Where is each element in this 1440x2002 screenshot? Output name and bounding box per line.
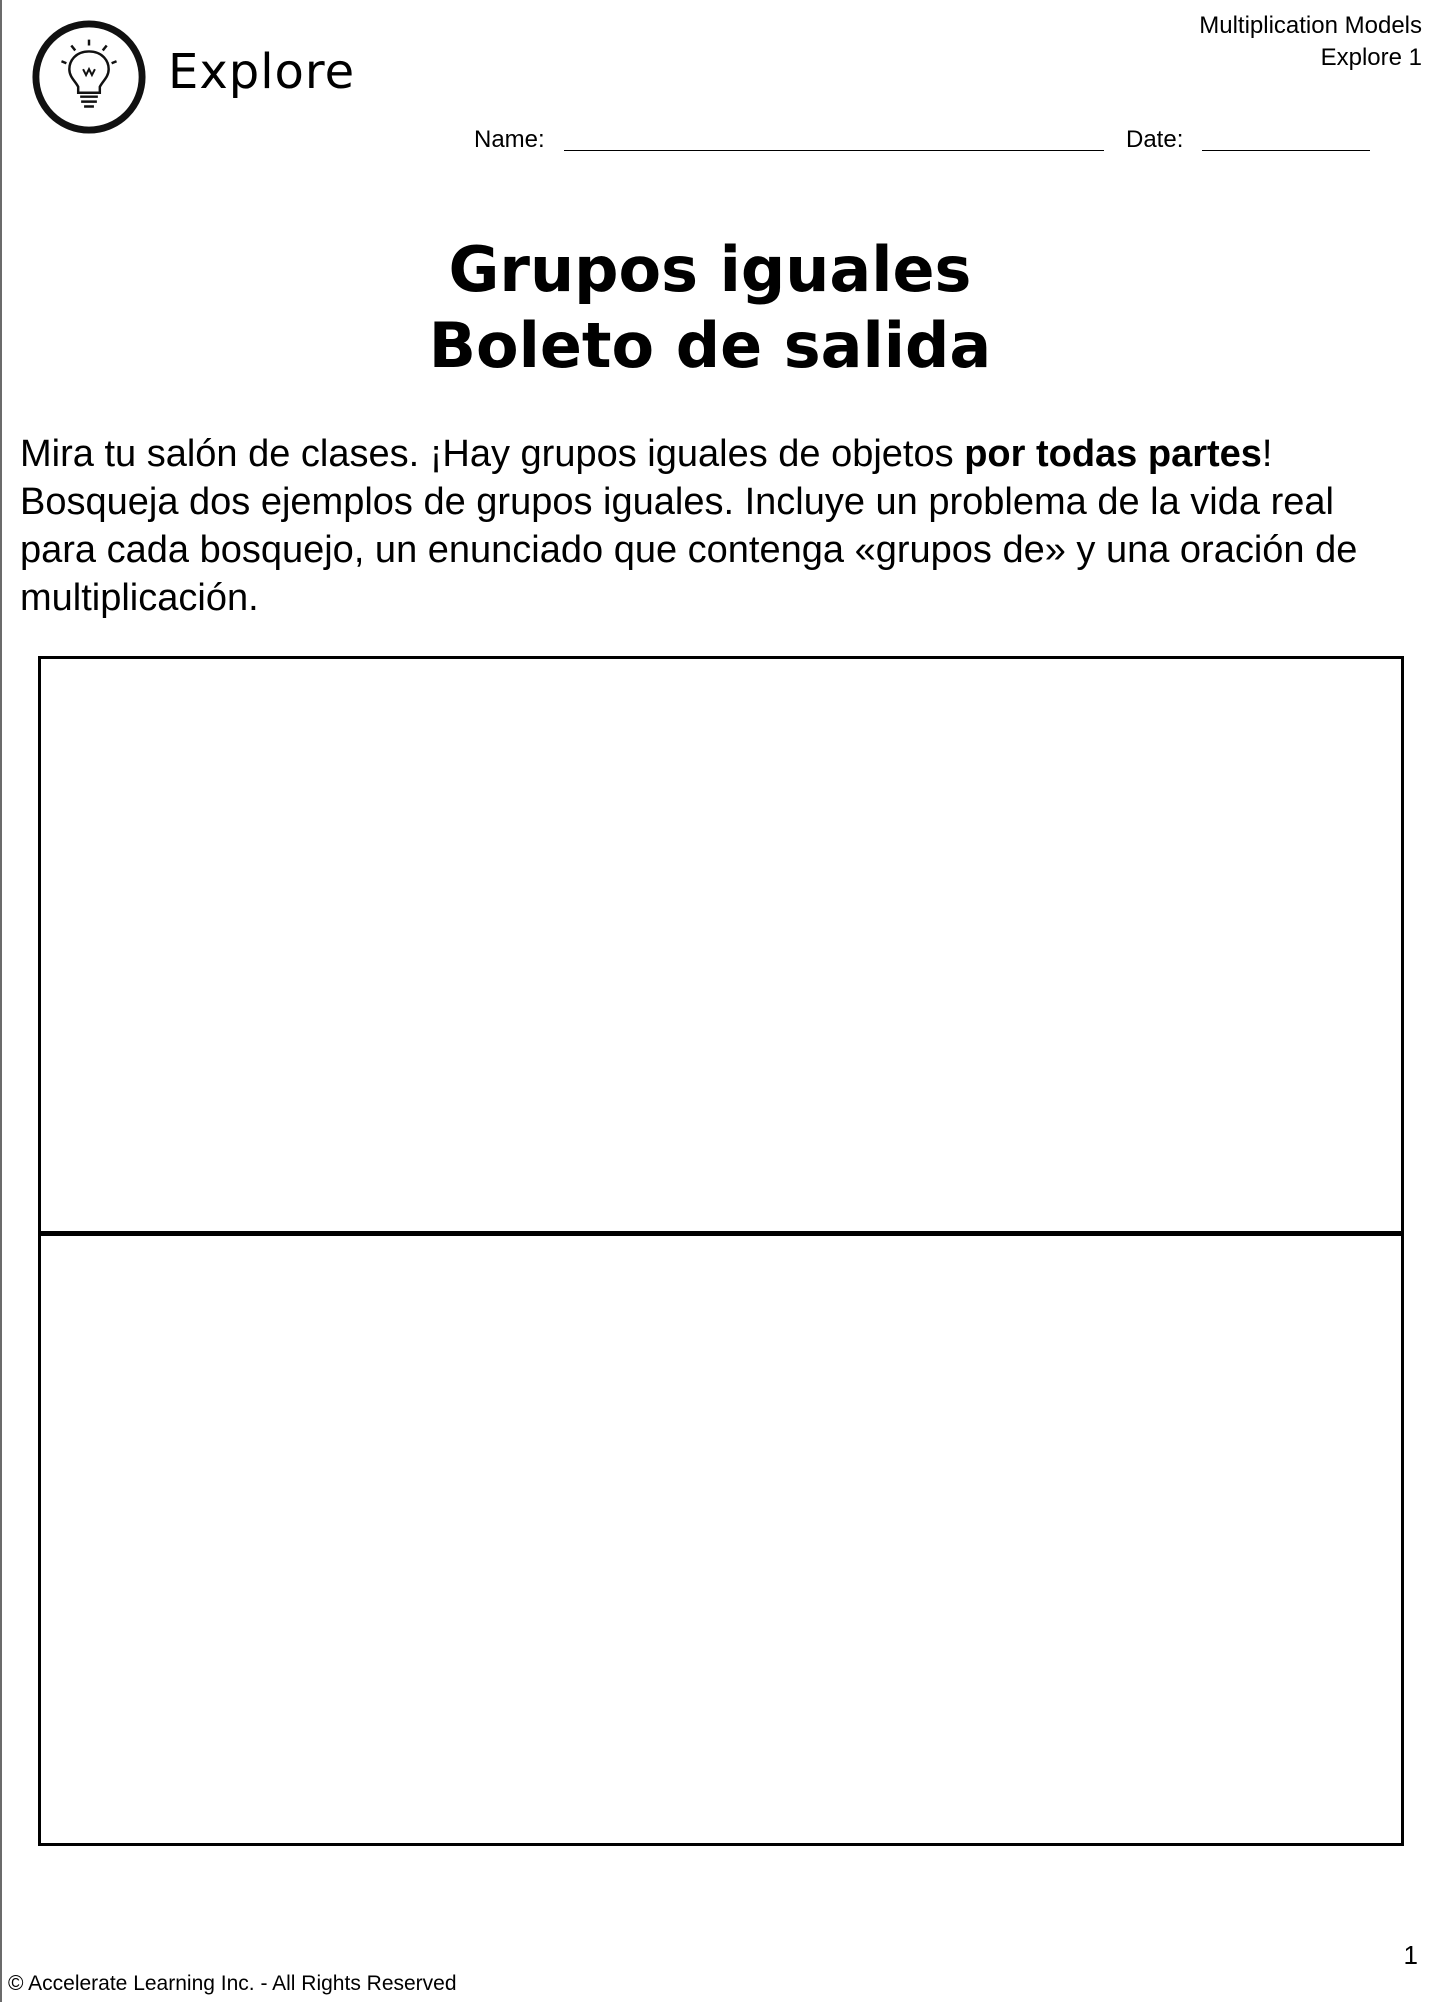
lesson-number: Explore 1 [1320,44,1422,71]
page-number: 1 [1403,1940,1418,1970]
name-line[interactable] [564,150,1104,151]
sketch-box-1[interactable] [38,656,1404,1236]
sketch-box-2[interactable] [38,1231,1404,1846]
copyright-footer: © Accelerate Learning Inc. - All Rights Reserved [8,1972,457,1995]
instructions-bold: por todas partes [964,433,1262,475]
name-field[interactable] [474,126,545,154]
title-line-2: Boleto de salida [428,309,992,382]
date-label: Date: [1126,126,1184,153]
worksheet-title [0,232,1420,384]
lesson-info [1199,10,1422,74]
instructions-text-2: ! Bosqueja dos ejemplos de grupos iguales. Incluye un problema de la vida real para cada bosquejo, un enunciado que contenga «grupos de» y una oración de multiplicación. [20,433,1358,619]
date-line[interactable] [1202,150,1370,151]
instructions [20,430,1420,622]
unit-title: Multiplication Models [1199,12,1422,39]
date-field[interactable] [1126,126,1183,154]
section-label: Explore [168,44,356,100]
name-label: Name: [474,126,545,153]
title-line-1: Grupos iguales [448,233,972,306]
instructions-text-1: Mira tu salón de clases. ¡Hay grupos iguales de objetos [20,433,965,475]
lightbulb-circle-icon [30,18,148,136]
